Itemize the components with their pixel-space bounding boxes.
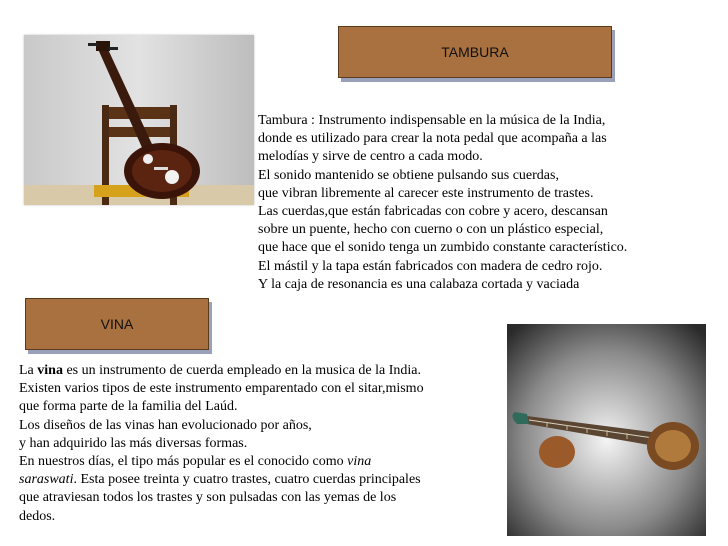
vina-line: dedos. bbox=[19, 508, 56, 524]
tambura-photo bbox=[24, 35, 254, 205]
tambura-line: sobre un puente, hecho con cuerno o con un plástico especial, bbox=[258, 222, 604, 238]
tambura-line: que vibran libremente al carecer este instrumento de trastes. bbox=[258, 185, 594, 201]
vina-line: Existen varios tipos de este instrumento emparentado con el sitar,mismo bbox=[19, 381, 424, 397]
tambura-line: El mástil y la tapa están fabricados con madera de cedro rojo. bbox=[258, 258, 603, 274]
vina-text-segment: . Esta posee treinta y cuatro trastes, cuatro cuerdas principales bbox=[73, 472, 421, 488]
tambura-line: que hace que el sonido tenga un zumbido constante característico. bbox=[258, 240, 628, 256]
vina-line: que atraviesan todos los trastes y son pulsadas con las yemas de los bbox=[19, 490, 397, 506]
tambura-line: Tambura : Instrumento indispensable en la música de la India, bbox=[258, 113, 606, 128]
vina-title-label: VINA bbox=[100, 316, 134, 332]
vina-line bbox=[19, 453, 424, 471]
vina-illustration bbox=[507, 324, 706, 536]
vina-line bbox=[19, 471, 424, 489]
vina-title bbox=[25, 298, 209, 350]
vina-line: Los diseños de las vinas han evolucionado por años, bbox=[19, 417, 312, 433]
tambura-line: donde es utilizado para crear la nota pedal que acompaña a las bbox=[258, 131, 607, 147]
vina-line: y han adquirido las más diversas formas. bbox=[19, 435, 248, 451]
vina-text-segment: La bbox=[19, 363, 38, 378]
tambura-illustration bbox=[24, 35, 254, 205]
vina-italic-term: vina bbox=[347, 454, 372, 470]
tambura-line: Las cuerdas,que están fabricadas con cobre y acero, descansan bbox=[258, 204, 608, 220]
tambura-description bbox=[258, 112, 627, 294]
vina-line bbox=[19, 362, 424, 380]
vina-italic-term: saraswati bbox=[19, 472, 74, 488]
tambura-title bbox=[338, 26, 612, 78]
vina-bold-term: vina bbox=[37, 363, 63, 378]
vina-line: que forma parte de la familia del Laúd. bbox=[19, 399, 238, 415]
vina-text-segment: En nuestros días, el tipo más popular es el conocido como bbox=[19, 454, 348, 470]
vina-photo bbox=[507, 324, 706, 536]
tambura-title-label: TAMBURA bbox=[441, 44, 509, 60]
vina-text-segment: es un instrumento de cuerda empleado en la musica de la India. bbox=[62, 363, 421, 378]
vina-description bbox=[19, 362, 424, 526]
tambura-line: melodías y sirve de centro a cada modo. bbox=[258, 149, 483, 165]
tambura-line: Y la caja de resonancia es una calabaza cortada y vaciada bbox=[258, 276, 580, 292]
tambura-line: El sonido mantenido se obtiene pulsando sus cuerdas, bbox=[258, 167, 559, 183]
